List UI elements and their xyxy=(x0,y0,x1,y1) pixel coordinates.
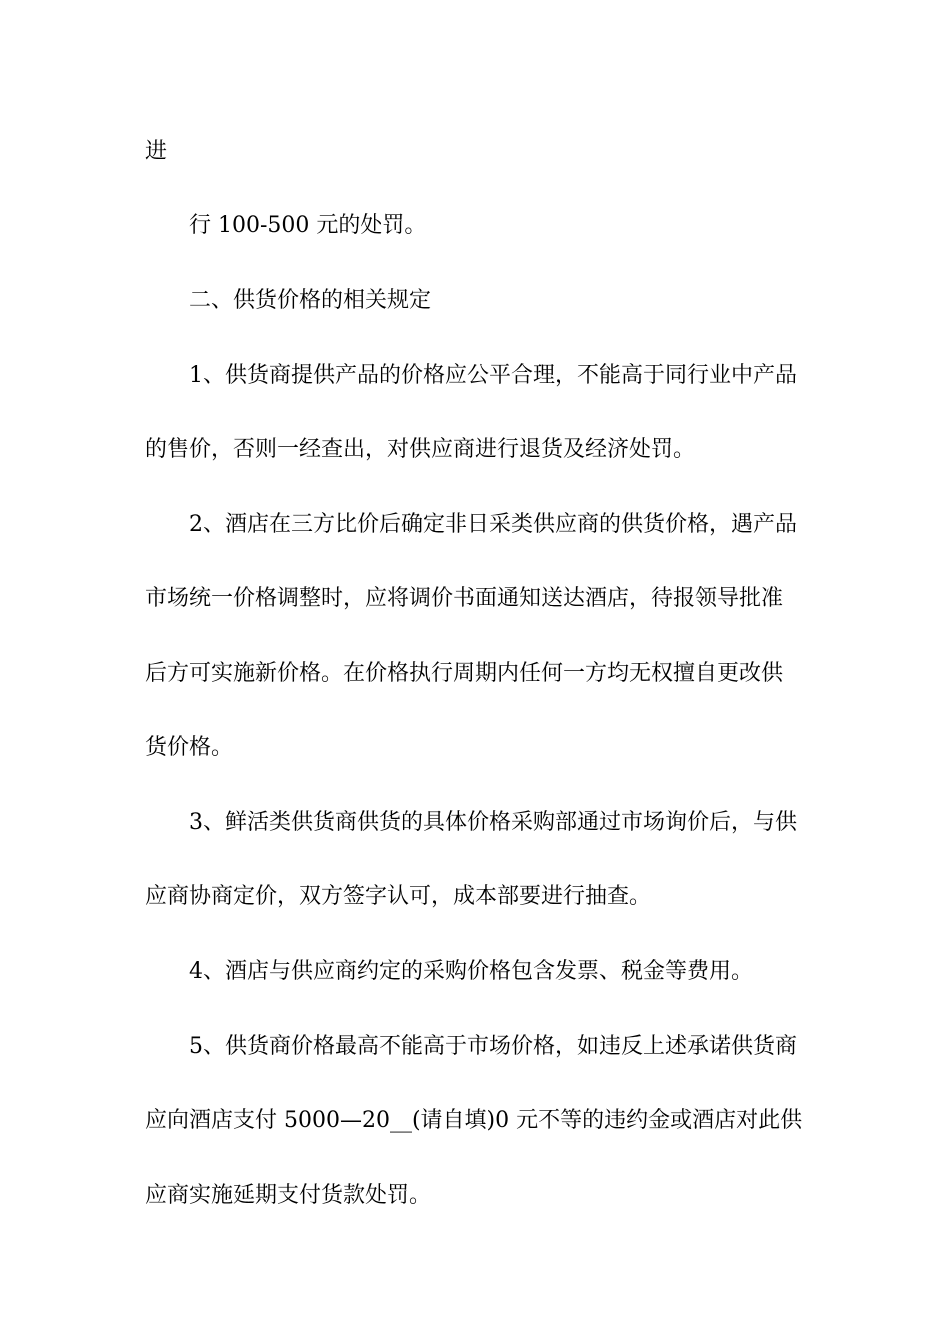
text-line-5: 的售价，否则一经查出，对供应商进行退货及经济处罚。 xyxy=(145,437,696,462)
section-heading: 二、供货价格的相关规定 xyxy=(189,288,432,313)
text-line-13: 5、供货商价格最高不能高于市场价格，如违反上述承诺供货商 xyxy=(189,1034,797,1059)
text-line-14: 应向酒店支付 5000—20__(请自填)0 元不等的违约金或酒店对此供 xyxy=(145,1108,803,1133)
text-line-6: 2、酒店在三方比价后确定非日采类供应商的供货价格，遇产品 xyxy=(189,512,797,537)
text-line-8: 后方可实施新价格。在价格执行周期内任何一方均无权擅自更改供 xyxy=(145,661,784,686)
text-line-1: 进 xyxy=(145,139,168,164)
text-line-11: 应商协商定价，双方签字认可，成本部要进行抽查。 xyxy=(145,884,652,909)
text-line-9: 货价格。 xyxy=(145,735,234,760)
text-line-7: 市场统一价格调整时，应将调价书面通知送达酒店，待报领导批准 xyxy=(145,586,784,611)
text-line-15: 应商实施延期支付货款处罚。 xyxy=(145,1183,432,1208)
text-line-4: 1、供货商提供产品的价格应公平合理，不能高于同行业中产品 xyxy=(189,363,797,388)
text-line-10: 3、鲜活类供货商供货的具体价格采购部通过市场询价后，与供 xyxy=(189,810,797,835)
text-line-2: 行 100-500 元的处罚。 xyxy=(189,213,427,238)
text-line-12: 4、酒店与供应商约定的采购价格包含发票、税金等费用。 xyxy=(189,959,753,984)
